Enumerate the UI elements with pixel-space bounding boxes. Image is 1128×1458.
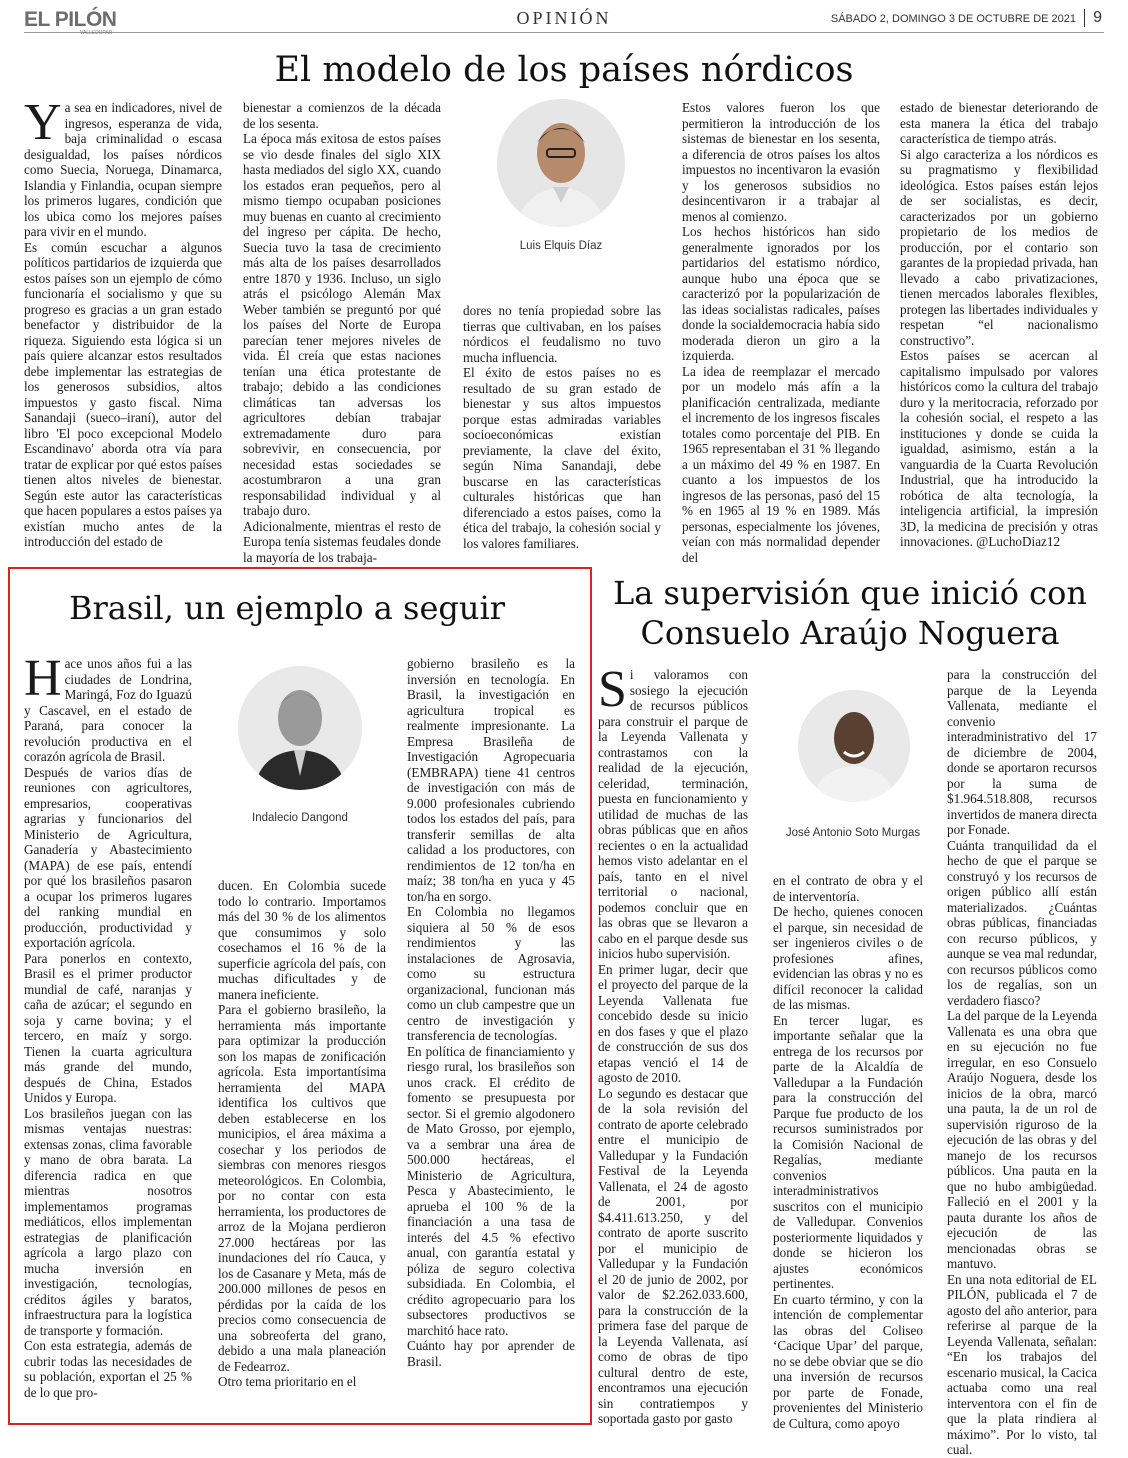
article2-title: Brasil, un ejemplo a seguir bbox=[68, 589, 506, 627]
page-number: 9 bbox=[1084, 9, 1102, 27]
logo-subtitle: VALLEDUPAR bbox=[80, 30, 113, 36]
article3-column-1: Si valoramos con sosiego la ejecución de recursos públicos para construir el parque de la Leyenda Vallenata y contrastamos con la realidad de la ejecución, celeridad, terminación, puesta en funcionamiento y utilidad de muchas de las obras públicas que en años recientes o en la actualidad hemos visto adelantar en el país, tanto en el nivel territorial o nacional, podemos concluir que en las obras que se llevaron a cabo en el parque desde sus inicios hubo supervisión. En primer lugar, decir que el proyecto del parque de la Leyenda Vallenata fue concebido desde su inicio en dos fases y que el plazo de construcción de sus dos etapas venció el 14 de agosto de 2010. Lo segundo es destacar que de la sola revisión del contrato de aporte celebrado entre el municipio de Valledupar y la Fundación Festival de la Leyenda Vallenata, el 24 de agosto de 2001, por $4.411.613.250, y del contrato de aporte suscrito por el municipio de Valledupar y la Fundación el 20 de junio de 2002, por valor de $2.262.033.600, para la construcción de la primera fase del parque de la Leyenda Vallenata, así como de obras de tipo cultural dentro de este, encontramos una ejecución sin contratiempos y soportada gasto por gasto bbox=[598, 661, 748, 1426]
article2-column-3: gobierno brasileño es la inversión en tecnología. En Brasil, la investigación en agricultura tropical es realmente impresionante. La Empresa Brasileña de Investigación Agropecuaria (EMBRAPA) tiene 41 centros de investigación con más de 9.000 profesionales cubriendo todos los estados del país, para transferir semillas de alta calidad a los productores, con rendimientos de 12 ton/ha en maíz; 38 ton/ha en yuca y 45 ton/ha en sorgo. En Colombia no llegamos siquiera al 50 % de esos rendimientos y las instalaciones de Agrosavia, como su estructura organizacional, funcionan más como un club campestre que un centro de investigación y transferencia de tecnologías. En política de financiamiento y riesgo rural, los brasileños son unos crack. El crédito de fomento se presupuesta por sector. Si el gremio algodonero de Mato Grosso, por ejemplo, va a sembrar una área de 500.000 hectáreas, el Ministerio de Agricultura, Pesca y Abastecimiento, le aprueba el 100 % de la financiación a una tasa de interés del 4.5 % efectivo anual, con garantía estatal y póliza de seguro colectiva subsidiada. En Colombia, el crédito agropecuario para los subsectores productivos se marchitó hace rato. Cuánto hay por aprender de Brasil. bbox=[407, 656, 575, 1369]
article2-column-1: Hace unos años fui a las ciudades de Londrina, Maringá, Foz do Iguazú y Cascavel, en el estado de Paraná, para conocer la revolución productiva en el corazón agrícola de Brasil. Después de varios días de reuniones con agricultores, empresarios, cooperativas agrarias y funcionarios del Ministerio de Agricultura, Ganadería y Abastecimiento (MAPA) de ese país, entendí por qué los brasileños pasaron a ocupar los primeros lugares del ranking mundial en producción, productividad y exportación agrícola. Para ponerlos en contexto, Brasil es el primer productor mundial de café, naranjas y caña de azúcar; el segundo en soja y carne bovina; y el tercero, en maíz y sorgo. Tienen la cuarta agricultura más grande del mundo, después de China, Estados Unidos y Europa. Los brasileños juegan con las mismas ventajas nuestras: extensas zonas, clima favorable y mano de obra barata. La diferencia radica en que mientras nosotros implementamos programas mediáticos, ellos implementan estrategias de planificación agrícola a largo plazo con mucha inversión en investigación, tecnologías, créditos ágiles y baratos, infraestructura para la logística de transporte y formación. Con esta estrategia, además de cubrir todas las necesidades de su población, exportan el 25 % de lo que pro- bbox=[24, 650, 192, 1400]
article1-column-1: Ya sea en indicadores, nivel de ingresos, esperanza de vida, baja criminalidad o escasa desigualdad, los países nórdicos como Suecia, Noruega, Dinamarca, Islandia y Finlandia, ocupan siempre los primeros lugares, condición que los ubica como los mejores países para vivir en el mundo. Es común escuchar a algunos políticos partidarios de izquierda que estos países son un ejemplo de cómo funcionaría el socialismo y que su progreso es gracias a un gran estado benefactor y distribuidor de la riqueza. Siguiendo esta lógica si un país quiere alcanzar estos resultados debe implementar las estrategias de los generosos subsidios, altos impuestos y gasto fiscal. Nima Sanandaji (sueco–iraní), autor del libro 'El poco excepcional Modelo Escandinavo' aborda otra vía para tratar de explicar por qué estos países tienen altos niveles de bienestar. Según este autor las características que hacen populares a estos países ya existían mucho antes de la introducción del estado de bbox=[24, 94, 222, 549]
person-silhouette-icon bbox=[798, 690, 910, 802]
dropcap: H bbox=[24, 650, 62, 707]
article3-column-3: para la construcción del parque de la Leyenda Vallenata, mediante el convenio interadministrativo del 17 de diciembre de 2004, donde se aportaron recursos por la suma de $1.964.518.808, recursos invertidos de manera directa por Fonade. Cuánta tranquilidad da el hecho de que el parque se construyó y los recursos de origen público allí están materializados. ¿Cuántas obras públicas, financiadas con recurso públicos, y aunque se vea mal redundar, con recursos públicos como los de regalías, son un verdadero fiasco? La del parque de la Leyenda Vallenata es una obra que en su ejecución no fue irregular, en eso Consuelo Araújo Noguera, desde los inicios de la obra, marcó una pauta, la de un rol de supervisión riguroso de la ejecución de las obras y del manejo de los recursos públicos. Una pauta en la que no hubo ambigüedad. Falleció en el 2001 y la pauta durante los años de ejecución de las mencionadas obras se mantuvo. En una nota editorial de EL PILÓN, publicada el 7 de agosto del año anterior, para referirse al parque de la Leyenda Vallenata, señalan: “En los trabajos del escenario musical, la Cacica actuaba como una real interventora con el fin de que la plata rindiera al máximo”. Por lo visto, tal cual. bbox=[947, 667, 1097, 1457]
section-title: OPINIÓN bbox=[516, 8, 612, 28]
masthead bbox=[24, 8, 1104, 36]
article1-column-5: estado de bienestar deteriorando de esta manera la ética del trabajo característica de tiempo atrás. Si algo caracteriza a los nórdicos es su pragmatismo y flexibilidad ideológica. Estos países están lejos de ser socialistas, es decir, caracterizados por un gobierno propietario de los medios de producción, por el contario son garantes de la propiedad privada, han llevado a cabo privatizaciones, tienen mercados laborales flexibles, protegen las libertades individuales y respetan “el nacionalismo constructivo”. Estos países se acercan al capitalismo impulsado por valores históricos como la cultura del trabajo duro y la meritocracia, reforzado por la cohesión social, el respeto a las instituciones y donde se cuida la igualdad, asimismo, están a la vanguardia de la Cuarta Revolución Industrial, que ha introducido la robótica de alta tecnología, la inteligencia artificial, la impresión 3D, la medicina de precisión y otras innovaciones. @LuchoDiaz12 bbox=[900, 100, 1098, 549]
issue-date: SÁBADO 2, DOMINGO 3 DE OCTUBRE DE 2021 bbox=[830, 13, 1076, 25]
dropcap: Y bbox=[24, 94, 62, 151]
person-silhouette-icon bbox=[497, 99, 625, 227]
article3-column-2: en el contrato de obra y el de interventoría. De hecho, quienes conocen el parque, sin necesidad de ser ingenieros civiles o de profesiones afines, evidencian las obras y no es difícil reconocer la calidad de las mismas. En tercer lugar, es importante señalar que la entrega de los recursos por parte de la Alcaldía de Valledupar a la Fundación para la construcción del Parque fue producto de los recursos suministrados por la Comisión Nacional de Regalías, mediante convenios interadministrativos suscritos con el municipio de Valledupar. Convenios posteriormente liquidados y donde se hicieron los ajustes económicos pertinentes. En cuarto término, y con la intención de complementar las obras del Coliseo ‘Cacique Upar’ del parque, no se debe obviar que se dio una inversión de recursos por parte de Fonade, provenientes del Ministerio de Cultura, como apoyo bbox=[773, 873, 923, 1431]
article1-title: El modelo de los países nórdicos bbox=[274, 50, 854, 90]
author-photo bbox=[798, 690, 910, 802]
author-photo bbox=[238, 666, 362, 790]
article1-column-2: bienestar a comienzos de la década de los sesenta. La época más exitosa de estos países se vio desde finales del siglo XIX hasta mediados del siglo XX, cuando los estados eran pequeños, pero al mismo tiempo ocupaban posiciones muy buenas en cuanto al crecimiento del ingreso per cápita. De hecho, Suecia tuvo la tasa de crecimiento más alta de los países desarrollados entre 1870 y 1936. Incluso, un siglo atrás el psicólogo Alemán Max Weber también se preguntó por qué los países del Norte de Europa parecían tener mejores niveles de vida. Él creía que estas naciones tenían una ética protestante de trabajo; debido a las condiciones climáticas tan adversas los agricultores debían trabajar extremadamente duro para sobrevivir, en consecuencia, por necesidad estas sociedades se acostumbraron a una gran responsabilidad individual y al trabajo duro. Adicionalmente, mientras el resto de Europa tenía sistemas feudales donde la mayoría de los trabaja- bbox=[243, 100, 441, 565]
article2-column-2: ducen. En Colombia sucede todo lo contrario. Importamos más del 30 % de los alimentos que consumimos y solo cosechamos el 16 % de la superficie agrícola del país, con muchas dificultades y de manera ineficiente. Para el gobierno brasileño, la herramienta más importante para optimizar la producción son los mapas de zonificación agrícola. Esta importantísima herramienta del MAPA identifica los cultivos que deben establecerse en los municipios, el área máxima a cosechar y los periodos de siembras con menores riesgos meteorológicos. En Colombia, por no contar con esta herramienta, los productores de arroz de la Mojana perdieron 27.000 hectáreas por las inundaciones del río Cauca, y los de Casanare y Meta, más de 200.000 millones de pesos en pérdidas por la caída de los precios como consecuencia de una sobreoferta del grano, debido a una mala planeación de Fedearroz. Otro tema prioritario en el bbox=[218, 878, 386, 1389]
author-photo bbox=[497, 99, 625, 227]
article3-title: La supervisión que inició con Consuelo Araújo Noguera bbox=[613, 574, 1087, 652]
person-silhouette-icon bbox=[238, 666, 362, 790]
article1-column-3: dores no tenía propiedad sobre las tierras que cultivaban, en los países nórdicos el feudalismo no tuvo mucha influencia. El éxito de estos países no es resultado de su gran estado de bienestar y sus altos impuestos porque estas admiradas variables socioeconómicas existían previamente, la clave del éxito, según Nima Sanandaji, debe buscarse en las características culturales históricas que han diferenciado a estos países, como la ética del trabajo, la cohesión social y los valores familiares. bbox=[463, 303, 661, 551]
author-name: Luis Elquis Díaz bbox=[519, 240, 603, 252]
dropcap: S bbox=[598, 661, 627, 718]
logo: EL PILÓN bbox=[24, 8, 117, 31]
author-name: José Antonio Soto Murgas bbox=[785, 827, 921, 839]
article1-column-4: Estos valores fueron los que permitieron la introducción de los sistemas de bienestar en los sesenta, a diferencia de otros países los altos impuestos no incentivaron la evasión y los generosos subsidios no desincentivaron ir a trabajar al menos al comienzo. Los hechos históricos han sido generalmente ignorados por los partidarios del estatismo nórdico, aunque hubo una época que se caracterizó por la popularización de las ideas socialistas radicales, países donde la socialdemocracia había sido moderada dieron un giro a la izquierda. La idea de reemplazar el mercado por un modelo más afín a la planificación centralizada, mediante el incremento de los ingresos fiscales totales como porcentaje del PIB. En 1965 representaban el 31 % llegando a un máximo del 49 % en 1987. En cuanto a los impuestos de los ingresos de las personas, pasó del 15 % en 1965 al 19 % en 1989. Más personas, especialmente los jóvenes, veían con más normalidad depender del bbox=[682, 100, 880, 565]
author-name: Indalecio Dangond bbox=[252, 812, 348, 824]
